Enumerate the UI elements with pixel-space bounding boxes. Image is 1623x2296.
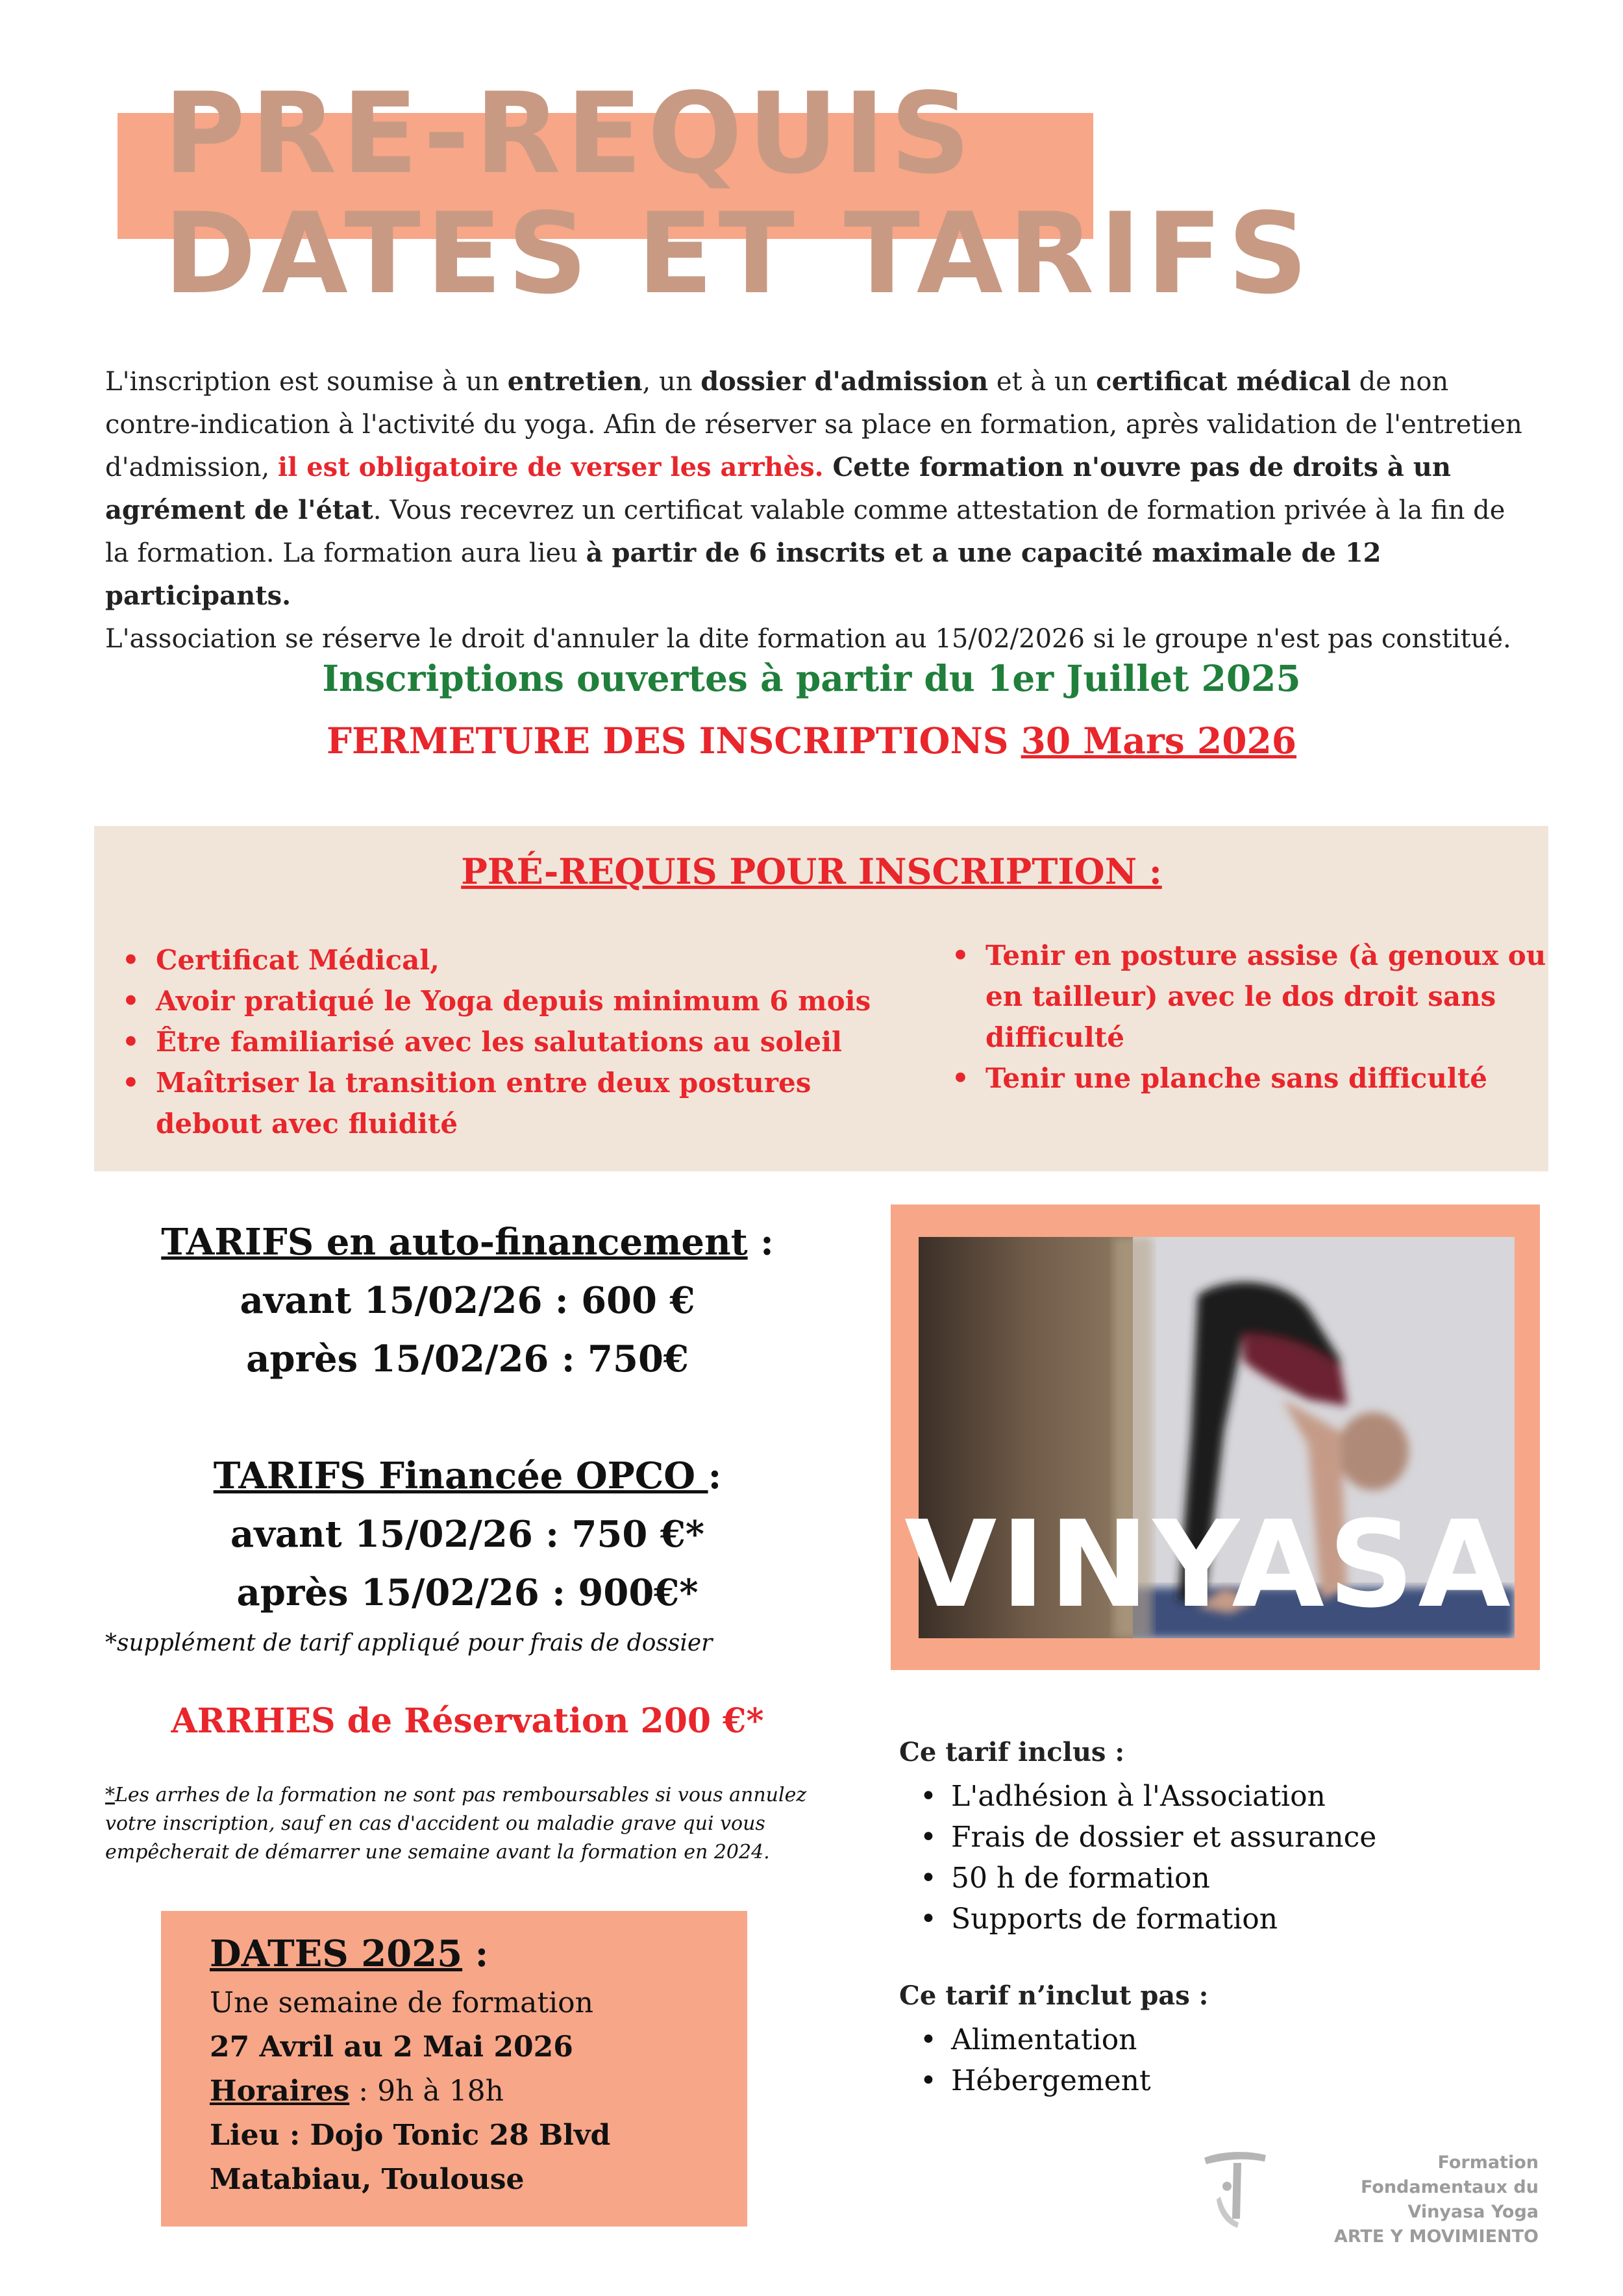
arrhes-label: ARRHES de Réservation 200 €* — [171, 1701, 764, 1741]
list-item: • Tenir une planche sans difficulté — [985, 1058, 1570, 1099]
list-item: • Frais de dossier et assurance — [951, 1817, 1535, 1858]
tarifs-opco-heading — [107, 1454, 828, 1497]
intro-bold: à partir de 6 inscrits et a une capacité maximale de 12 participants. — [105, 538, 1381, 611]
dates-title: DATES 2025 — [210, 1932, 463, 1975]
excludes-list — [951, 2019, 1535, 2101]
arrhes-footnote — [105, 1781, 845, 1867]
tarifs-self-colon: : — [747, 1221, 774, 1264]
tarifs-self-heading — [107, 1221, 828, 1264]
dates-duration: Une semaine de formation — [210, 1986, 593, 2019]
arrhes-footnote-star: * — [105, 1784, 115, 1806]
includes-list — [951, 1776, 1535, 1940]
tarif-opco-after: après 15/02/26 : 900€* — [236, 1571, 699, 1614]
vinyasa-overlay-text: VINYASA — [904, 1495, 1515, 1634]
intro-text: , un — [642, 367, 701, 397]
dates-place-line-2: Matabiau, Toulouse — [210, 2163, 525, 2196]
intro-paragraph — [105, 360, 1533, 660]
intro-text: L'association se réserve le droit d'annuler la dite formation au 15/02/2026 si le groupe n'est pas constitué. — [105, 624, 1511, 654]
prerequisites-title: PRÉ-REQUIS POUR INSCRIPTION : — [461, 851, 1162, 892]
list-item: • Être familiarisé avec les salutations au soleil — [156, 1021, 883, 1062]
intro-bold: certificat médical — [1096, 366, 1351, 397]
registration-close — [0, 719, 1623, 762]
intro-bold: dossier d'admission — [700, 366, 989, 397]
list-item: • Supports de formation — [951, 1899, 1535, 1940]
tarifs-footnote: *supplément de tarif appliqué pour frais de dossier — [105, 1630, 713, 1656]
list-item: • Hébergement — [951, 2060, 1535, 2101]
prerequisites-list-left — [156, 940, 883, 1144]
prerequisites-list-right — [985, 935, 1570, 1099]
dates-heading — [210, 1932, 488, 1975]
intro-text: et à un — [988, 367, 1096, 397]
list-item: • L'adhésion à l'Association — [951, 1776, 1535, 1817]
dates-hours — [210, 2075, 504, 2108]
tarif-self-after: après 15/02/26 : 750€ — [246, 1338, 689, 1380]
logo-icon — [1201, 2146, 1272, 2230]
page-title-line-2: DATES ET TARIFS — [164, 188, 1313, 319]
list-item: • Avoir pratiqué le Yoga depuis minimum 6 mois — [156, 980, 883, 1021]
intro-bold: Cette formation n'ouvre pas de droits à un agrément de l'état — [105, 452, 1451, 525]
list-item: • Tenir en posture assise (à genoux ou en tailleur) avec le dos droit sans difficulté — [985, 935, 1570, 1058]
dates-range: 27 Avril au 2 Mai 2026 — [210, 2030, 573, 2064]
tarif-opco-before: avant 15/02/26 : 750 €* — [230, 1513, 705, 1556]
footer-line: Formation — [1437, 2152, 1539, 2173]
list-item: • 50 h de formation — [951, 1858, 1535, 1899]
footer-line: ARTE Y MOVIMIENTO — [1333, 2227, 1539, 2247]
includes-heading: Ce tarif inclus : — [899, 1737, 1125, 1767]
footer-line: Vinyasa Yoga — [1407, 2202, 1539, 2222]
page-title-line-1: PRE-REQUIS — [164, 68, 976, 199]
footer-line: Fondamentaux du — [1360, 2177, 1539, 2197]
registration-close-label: FERMETURE DES INSCRIPTIONS — [326, 719, 1021, 762]
tarifs-opco-colon: : — [708, 1454, 722, 1497]
tarifs-opco-title: TARIFS Financée OPCO — [213, 1454, 708, 1497]
list-item: • Certificat Médical, — [156, 940, 883, 980]
arte-y-movimiento-logo — [1201, 2146, 1272, 2230]
intro-text: de non contre-indication à l'activité du yoga. Afin de réserver sa place en formation, après validation de l'entretien d'admission, — [105, 367, 1522, 482]
hours-label: Horaires — [210, 2075, 350, 2108]
registration-open: Inscriptions ouvertes à partir du 1er Juillet 2025 — [322, 657, 1301, 699]
list-item: • Maîtriser la transition entre deux postures debout avec fluidité — [156, 1062, 883, 1144]
intro-warning: il est obligatoire de verser les arrhès. — [277, 452, 824, 482]
excludes-heading: Ce tarif n’inclut pas : — [899, 1980, 1209, 2011]
intro-bold: entretien — [507, 366, 643, 397]
intro-text: . Vous recevrez un certificat valable comme attestation de formation privée à la fin de la formation. La formation aura lieu — [105, 495, 1505, 568]
hours-value: : 9h à 18h — [349, 2075, 504, 2108]
dates-colon: : — [462, 1932, 489, 1975]
intro-text: L'inscription est soumise à un — [105, 367, 508, 397]
tarif-self-before: avant 15/02/26 : 600 € — [240, 1279, 695, 1322]
dates-place-line-1: Lieu : Dojo Tonic 28 Blvd — [210, 2119, 611, 2152]
arrhes-footnote-text: Les arrhes de la formation ne sont pas remboursables si vous annulez votre inscription, sauf en cas d'accident ou maladie grave qui vous empêcherait de démarrer une semaine avant la formation en 2024. — [105, 1784, 807, 1864]
footer-brand-text — [1292, 2151, 1539, 2249]
registration-close-date: 30 Mars 2026 — [1021, 719, 1296, 762]
tarifs-self-title: TARIFS en auto-financement — [161, 1221, 748, 1264]
list-item: • Alimentation — [951, 2019, 1535, 2060]
